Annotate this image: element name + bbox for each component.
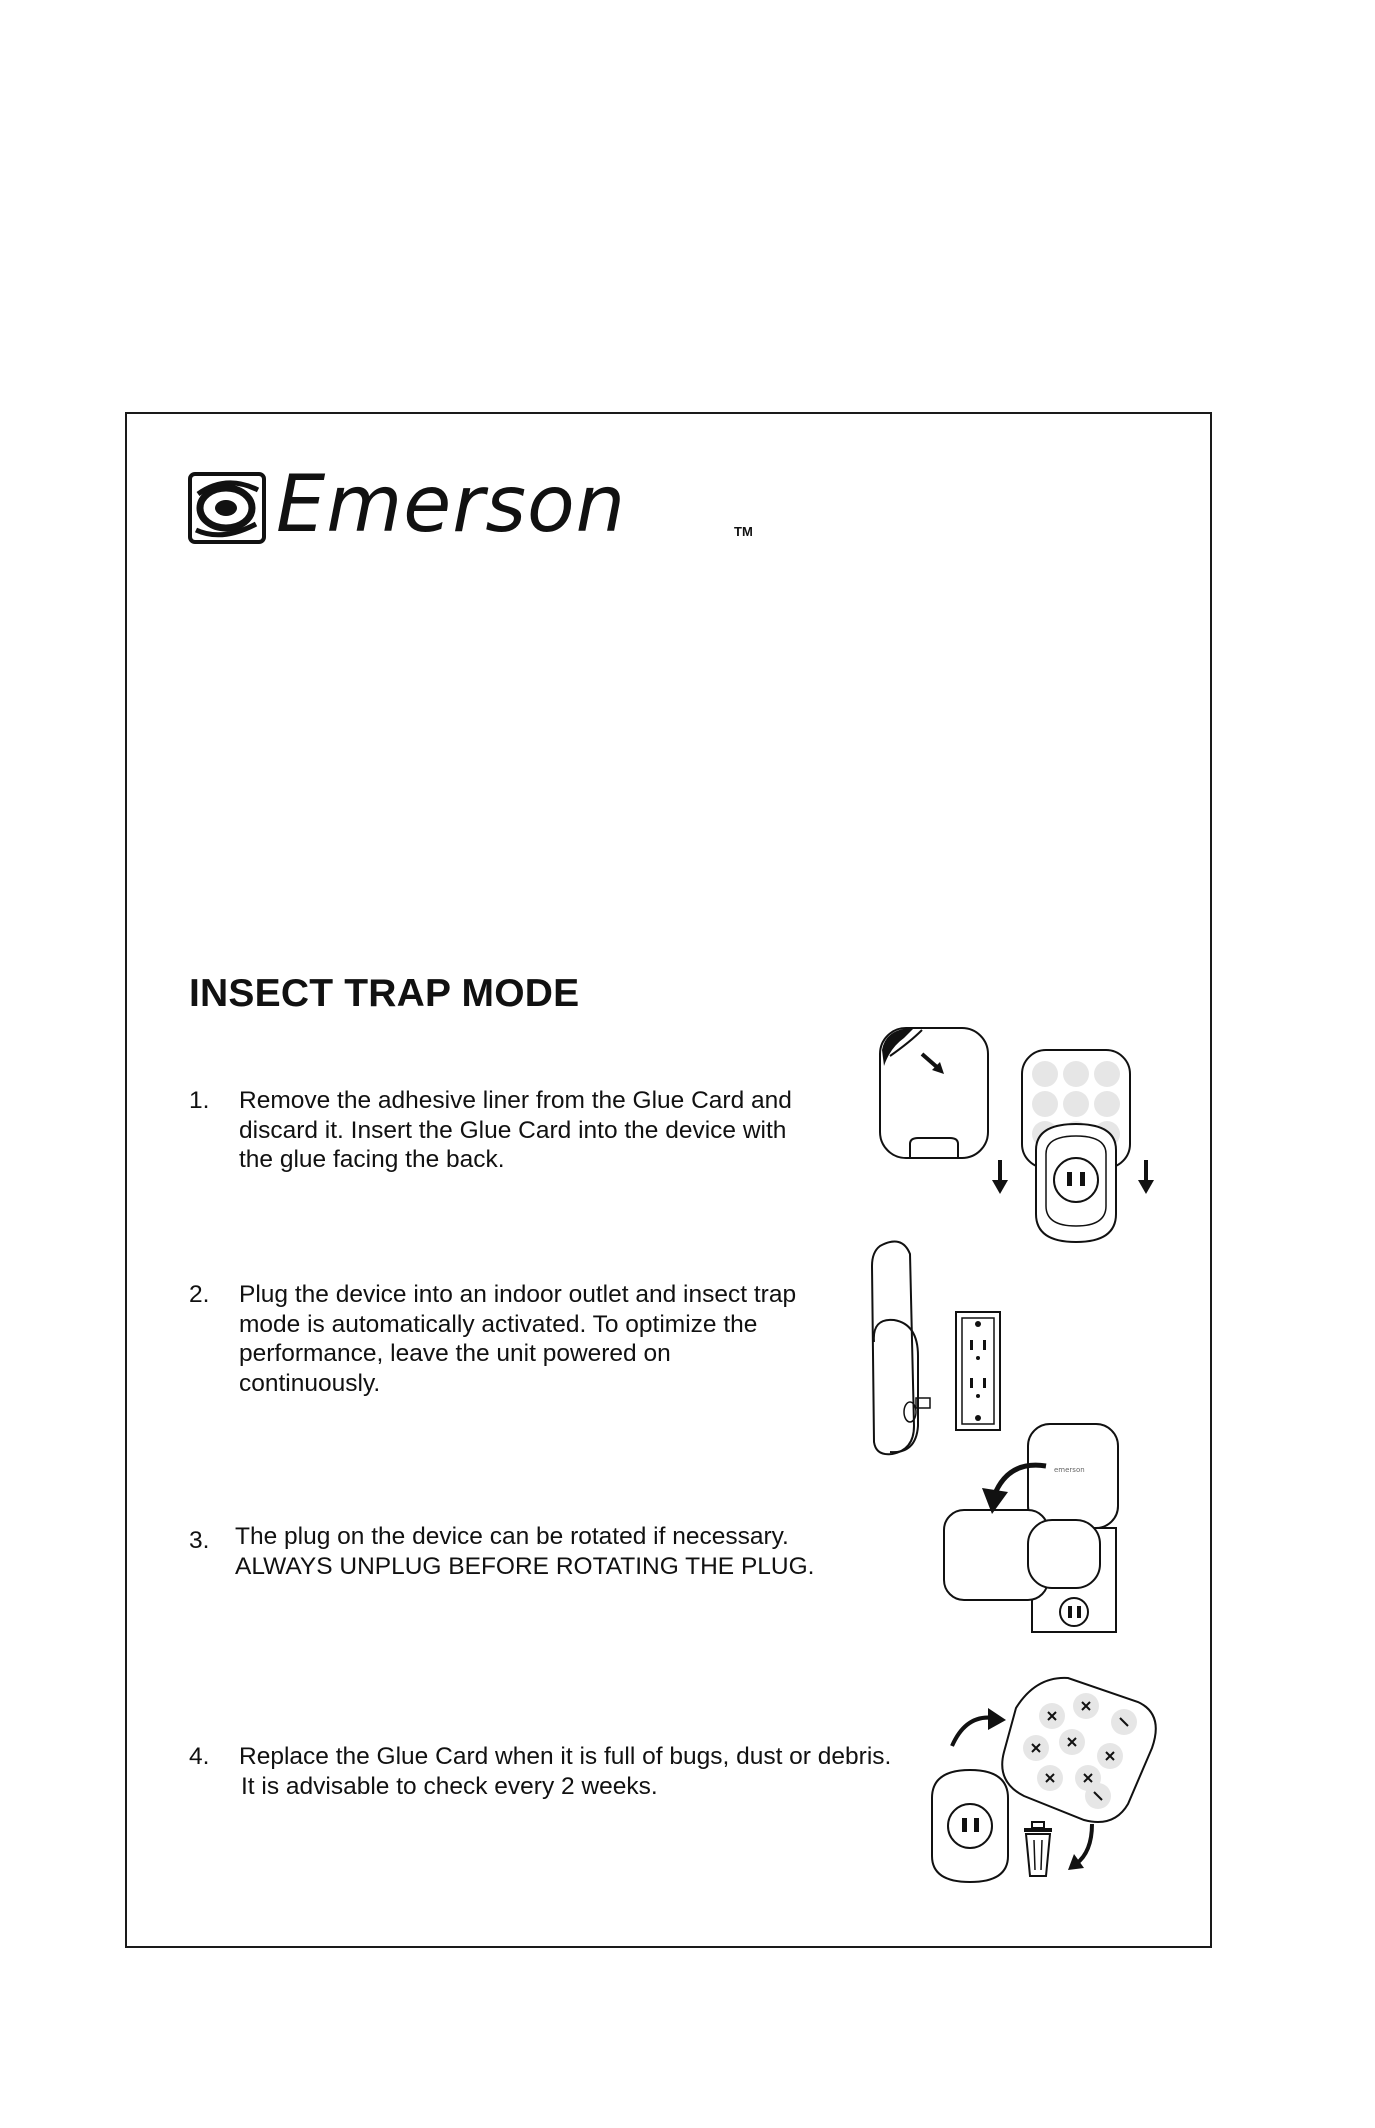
step-line: continuously. [239, 1369, 381, 1397]
section-title: INSECT TRAP MODE [189, 972, 580, 1015]
step-number: 2. [189, 1281, 210, 1308]
rotating-plug-icon [944, 1510, 1100, 1600]
outlet-icon [956, 1312, 1000, 1430]
step-text [239, 1280, 796, 1398]
step-line: performance, leave the unit powered on [239, 1340, 671, 1367]
step-line: the glue facing the back. [239, 1146, 505, 1173]
step-1-illustration [870, 1020, 1170, 1260]
step-number: 4. [189, 1743, 210, 1770]
trap-device-side-icon [872, 1242, 930, 1455]
trash-can-icon [1024, 1822, 1052, 1876]
step-text [239, 1742, 891, 1801]
step-line: discard it. Insert the Glue Card into the device with [239, 1116, 787, 1144]
step-text [239, 1086, 792, 1175]
emerson-logo-icon [188, 472, 268, 544]
step-text [235, 1522, 814, 1581]
step-number: 3. [189, 1527, 210, 1554]
used-glue-card-icon [1002, 1678, 1156, 1822]
svg-text:emerson: emerson [1054, 1466, 1085, 1474]
trap-device-icon [932, 1770, 1008, 1882]
step-line: mode is automatically activated. To optimize the [239, 1310, 758, 1338]
step-line: ALWAYS UNPLUG BEFORE ROTATING THE PLUG. [235, 1552, 815, 1580]
step-line: Plug the device into an indoor outlet and insect trap [239, 1281, 797, 1308]
step-line: Remove the adhesive liner from the Glue Card and [239, 1087, 792, 1114]
trap-device-back-icon [1028, 1424, 1118, 1528]
logo-trademark: TM [734, 524, 753, 539]
logo-wordmark: Emerson [276, 460, 627, 550]
trap-device-icon [1036, 1124, 1116, 1242]
step-number: 1. [189, 1087, 210, 1114]
step-line: It is advisable to check every 2 weeks. [241, 1772, 658, 1800]
step-4-illustration [924, 1662, 1162, 1886]
step-line: Replace the Glue Card when it is full of bugs, dust or debris. [239, 1743, 892, 1770]
adhesive-liner-icon [880, 1028, 988, 1158]
step-3-illustration [936, 1418, 1136, 1636]
emerson-logo [188, 460, 788, 550]
step-line: The plug on the device can be rotated if necessary. [235, 1523, 789, 1550]
